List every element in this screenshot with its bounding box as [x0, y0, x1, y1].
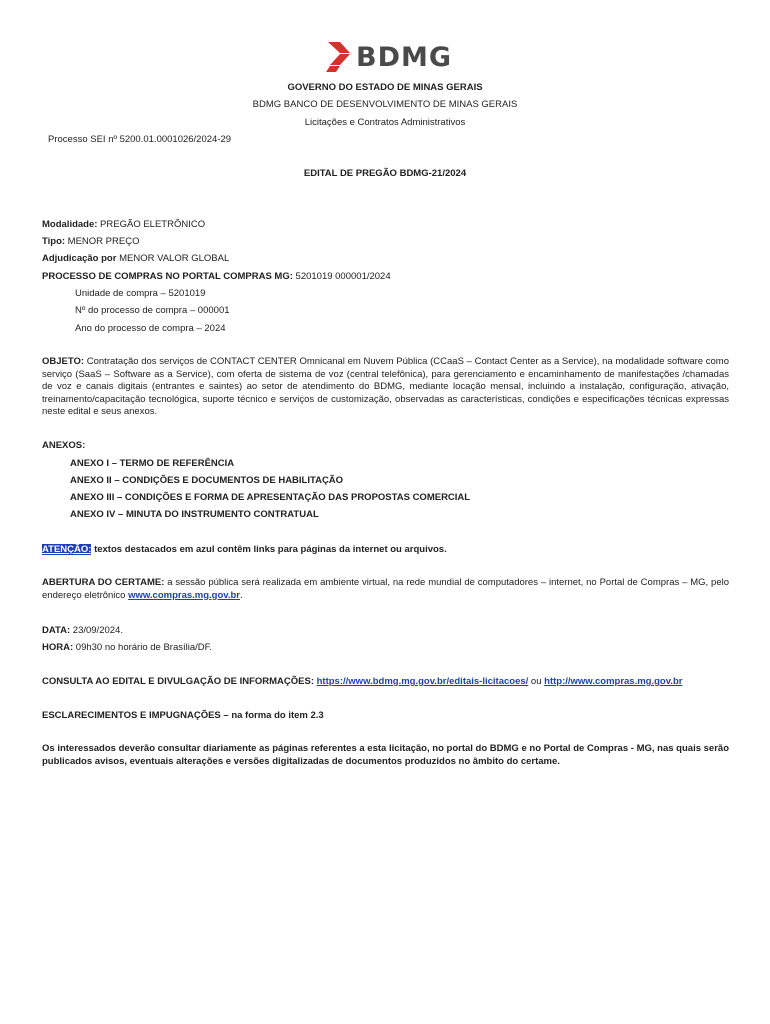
adjudicacao-label: Adjudicação por	[42, 253, 117, 264]
bdmg-logo	[326, 40, 452, 74]
unidade-compra: Unidade de compra – 5201019	[75, 288, 206, 299]
hora-label: HORA:	[42, 642, 74, 653]
logo-text: BDMG	[356, 41, 453, 73]
abertura-end: .	[240, 589, 243, 601]
anexo-item: ANEXO IV – MINUTA DO INSTRUMENTO CONTRATUAL	[70, 509, 319, 520]
objeto-label: OBJETO:	[42, 356, 85, 367]
anexo-item: ANEXO II – CONDIÇÕES E DOCUMENTOS DE HABILITAÇÃO	[70, 475, 344, 486]
ano-processo: Ano do processo de compra – 2024	[75, 323, 226, 334]
edital-title: EDITAL DE PREGÃO BDMG-21/2024	[303, 168, 467, 179]
esclarecimentos-line: ESCLARECIMENTOS E IMPUGNAÇÕES – na forma do item 2.3	[42, 710, 324, 721]
adjudicacao-value: MENOR VALOR GLOBAL	[116, 253, 230, 264]
interessados-paragraph: Os interessados deverão consultar diariamente as páginas referentes a esta licitação, no portal do BDMG e no Portal de Compras - MG, nas quais serão publicados avisos, eventuais alterações e versões digitalizadas de documentos produzidos no âmbito do certame.	[42, 743, 729, 767]
processo-compras-line	[42, 271, 391, 282]
abertura-paragraph	[42, 577, 729, 602]
compras-mg-link[interactable]: www.compras.mg.gov.br	[128, 589, 241, 601]
bdmg-logo-icon	[326, 41, 352, 73]
anexos-label: ANEXOS:	[42, 440, 86, 451]
consulta-label: CONSULTA AO EDITAL E DIVULGAÇÃO DE INFORMAÇÕES:	[42, 676, 317, 687]
atencao-label: ATENÇÃO:	[42, 544, 92, 555]
anexo-item: ANEXO I – TERMO DE REFERÊNCIA	[70, 458, 235, 469]
anexo-item: ANEXO III – CONDIÇÕES E FORMA DE APRESENTAÇÃO DAS PROPOSTAS COMERCIAL	[70, 492, 471, 503]
tipo-label: Tipo:	[42, 236, 66, 247]
data-line	[42, 625, 123, 636]
processo-compras-label: PROCESSO DE COMPRAS NO PORTAL COMPRAS MG:	[42, 271, 293, 282]
modalidade-label: Modalidade:	[42, 219, 98, 230]
atencao-text: textos destacados em azul contêm links para páginas da internet ou arquivos.	[91, 544, 447, 555]
consulta-ou: ou	[528, 676, 545, 687]
bdmg-editais-link[interactable]: https://www.bdmg.mg.gov.br/editais-licitacoes/	[316, 676, 529, 687]
processo-compras-value: 5201019 000001/2024	[292, 271, 391, 282]
data-label: DATA:	[42, 625, 71, 636]
tipo-value: MENOR PREÇO	[65, 236, 140, 247]
data-value: 23/09/2024.	[70, 625, 123, 636]
consulta-line	[42, 676, 682, 687]
objeto-text: Contratação dos serviços de CONTACT CENTER Omnicanal em Nuvem Pública (CCaaS – Contact Center as a Service), na modalidade software como serviço (SaaS – Software as a Service), com oferta de sistema de voz (central telefônica), para gerenciamento e encaminhamento de manifestações /chamadas de voz e canais digitais (entrantes e saintes) ao setor de atendimento do BDMG, mediante locação mensal, incluindo a instalação, configuração, ativação, treinamento/capacitação tecnológica, suporte técnico e serviços de customização, observadas as características, condições e especificações técnicas expressas neste edital e seus anexos.	[42, 356, 729, 418]
processo-sei: Processo SEI nº 5200.01.0001026/2024-29	[48, 134, 232, 145]
tipo-line	[42, 236, 139, 247]
hora-value: 09h30 no horário de Brasília/DF.	[73, 642, 213, 653]
bank-heading: BDMG BANCO DE DESENVOLVIMENTO DE MINAS GERAIS	[252, 99, 518, 110]
modalidade-value: PREGÃO ELETRÔNICO	[97, 219, 206, 230]
abertura-text: a sessão pública será realizada em ambiente virtual, na rede mundial de computadores – internet, no Portal de Compras – MG, pelo endereço eletrônico	[42, 577, 729, 601]
objeto-paragraph	[42, 356, 729, 419]
numero-processo: Nº do processo de compra – 000001	[75, 305, 230, 316]
adjudicacao-line	[42, 253, 229, 264]
modalidade-line	[42, 219, 205, 230]
gov-heading: GOVERNO DO ESTADO DE MINAS GERAIS	[287, 82, 483, 93]
hora-line	[42, 642, 212, 653]
compras-mg-link-2[interactable]: http://www.compras.mg.gov.br	[544, 676, 683, 687]
abertura-label: ABERTURA DO CERTAME:	[42, 577, 165, 588]
dept-heading: Licitações e Contratos Administrativos	[304, 117, 466, 128]
atencao-line	[42, 544, 447, 555]
